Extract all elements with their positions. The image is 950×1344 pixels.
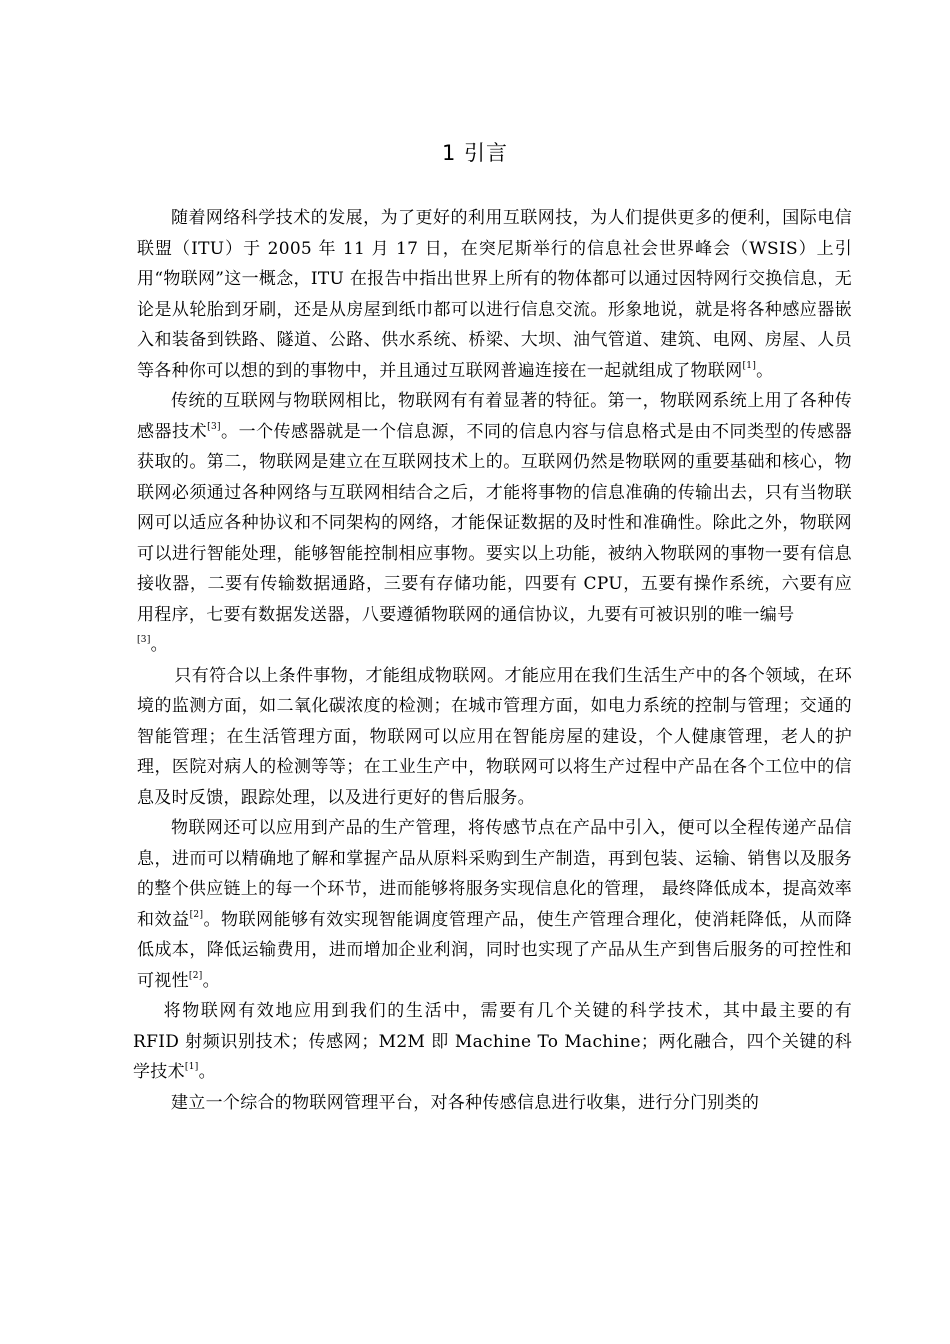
paragraph-4-tail: 。 (202, 970, 220, 991)
paragraph-3-text: 只有符合以上条件事物，才能组成物联网。才能应用在我们生活生产中的各个领域，在环境的监测方面，如二氧化碳浓度的检测；在城市管理方面，如电力系统的控制与管理；交通的智能管理；在生活管理方面，物联网可以应用在智能房屋的建设，个人健康管理，老人的护理，医院对病人的检测等等；在工业生产中，物联网可以将生产过程中产品在各个工位中的信息及时反馈，跟踪处理，以及进行更好的售后服务。 (137, 665, 852, 808)
paragraph-3 (137, 661, 852, 814)
paragraph-2 (137, 386, 852, 661)
paragraph-4-text-b: 。物联网能够有效实现智能调度管理产品，使生产管理合理化，使消耗降低，从而降低成本，降低运输费用，进而增加企业利润，同时也实现了产品从生产到售后服务的可控性和可视性 (137, 909, 852, 991)
citation-ref: [1] (742, 360, 757, 371)
paragraph-1-tail: 。 (756, 360, 774, 381)
paragraph-4 (137, 813, 852, 996)
citation-ref: [1] (184, 1062, 199, 1073)
citation-ref: [3] (137, 635, 151, 646)
paragraph-6-text: 建立一个综合的物联网管理平台，对各种传感信息进行收集，进行分门别类的 (171, 1092, 760, 1113)
paragraph-5-text: 将物联网有效地应用到我们的生活中，需要有几个关键的科学技术，其中最主要的有 RFID 射频识别技术；传感网；M2M 即 Machine To Machine；两化融合，四个关键的科学技术 (133, 1001, 852, 1082)
citation-ref: [2] (189, 909, 204, 920)
body-text (133, 203, 853, 1118)
paragraph-2-ref-line (137, 630, 852, 661)
citation-ref: [3] (207, 421, 221, 432)
section-heading: 1 引言 (441, 141, 509, 165)
paragraph-4-text-a: 物联网还可以应用到产品的生产管理，将传感节点在产品中引入，便可以全程传递产品信息，进而可以精确地了解和掌握产品从原料采购到生产制造，再到包装、运输、销售以及服务的整个供应链上的每一个环节，进而能够将服务实现信息化的管理， 最终降低成本，提高效率和效益 (137, 818, 853, 930)
citation-ref: [2] (188, 970, 203, 981)
paragraph-5-tail: 。 (198, 1062, 216, 1082)
paragraph-5 (133, 996, 852, 1088)
paragraph-2-text-a: 传统的互联网与物联网相比，物联网有有着显著的特征。第一，物联网系统上用了各种传感器技术 (137, 391, 852, 442)
paragraph-2-tail: 。 (150, 635, 168, 655)
paragraph-1 (137, 203, 852, 386)
paragraph-2-text-b: 。一个传感器就是一个信息源，不同的信息内容与信息格式是由不同类型的传感器获取的。第二，物联网是建立在互联网技术上的。互联网仍然是物联网的重要基础和核心，物联网必须通过各种网络与互联网相结合之后，才能将事物的信息准确的传输出去，只有当物联网可以适应各种协议和不同架构的网络，才能保证数据的及时性和准确性。除此之外，物联网可以进行智能处理，能够智能控制相应事物。要实以上功能，被纳入物联网的事物一要有信息接收器，二要有传输数据通路，三要有存储功能，四要有 CPU，五要有操作系统，六要有应用程序，七要有数据发送器，八要遵循物联网的通信协议，九要有可被识别的唯一编号 (137, 421, 852, 625)
paragraph-6 (137, 1088, 852, 1119)
paragraph-1-text: 随着网络科学技术的发展，为了更好的利用互联网技，为人们提供更多的便利，国际电信联盟（ITU）于 2005 年 11 月 17 日，在突尼斯举行的信息社会世界峰会（WSIS）上引用“物联网”这一概念，ITU 在报告中指出世界上所有的物体都可以通过因特网行交换信息，无论是从轮胎到牙刷，还是从房屋到纸巾都可以进行信息交流。形象地说，就是将各种感应器嵌入和装备到铁路、隧道、公路、供水系统、桥梁、大坝、油气管道、建筑、电网、房屋、人员等各种你可以想的到的事物中，并且通过互联网普遍连接在一起就组成了物联网 (137, 208, 852, 381)
